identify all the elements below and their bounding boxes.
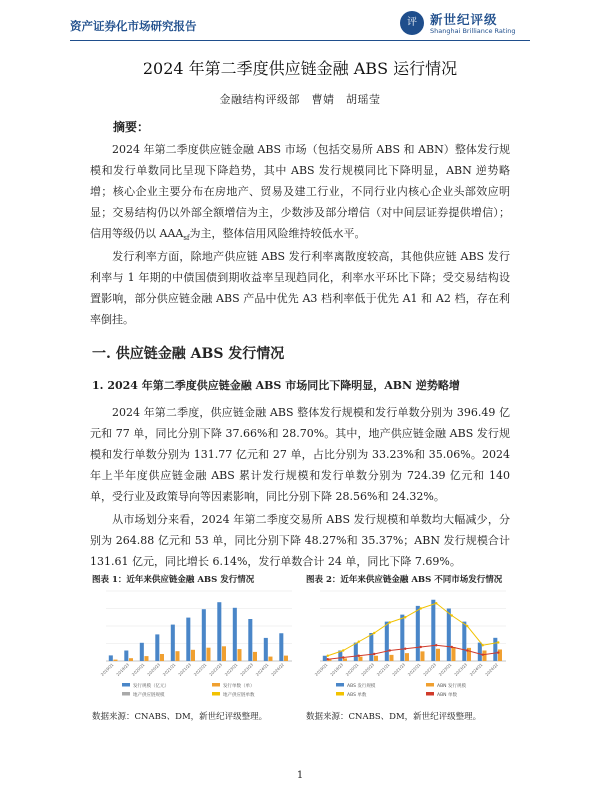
chart-bar — [248, 619, 252, 661]
figure-2-source: 数据来源：CNABS、DM，新世纪评级整理。 — [306, 712, 482, 722]
chart-legend-swatch — [122, 683, 130, 687]
chart-legend-swatch — [336, 683, 344, 687]
abstract-label: 摘要： — [113, 120, 150, 134]
chart-point — [358, 655, 360, 657]
chart-bar — [358, 657, 362, 661]
chart-x-tick-label: 2022Q1 — [192, 662, 208, 677]
chart-x-tick-label: 2023Q1 — [437, 662, 453, 677]
chart-x-tick-label: 2021Q1 — [161, 662, 177, 677]
header-divider — [70, 40, 530, 41]
chart-bar — [447, 609, 451, 662]
chart-bar — [191, 650, 195, 661]
chart-point — [482, 654, 484, 656]
chart-bar — [451, 647, 455, 661]
chart-bar — [436, 649, 440, 661]
chart-bar — [354, 643, 358, 661]
chart-bar — [202, 609, 206, 661]
chart-x-tick-label: 2023Q1 — [223, 662, 239, 677]
abstract-paragraph-1: 2024 年第二季度供应链金融 ABS 市场（包括交易所 ABS 和 ABN）整体发行规模和发行单数同比呈现下降趋势，其中 ABS 发行规模同比下降明显，ABN 逆势略增；核心企业主要分布在房地产、贸易及建工行业，不同行业内核心企业头部效应明显；交易结构仍以外部全额增信为主，少数涉及部分增信（对中间层证券提供增信）；信用等级仍以 $AAA_{sf}$为主，整体信用风险维持较低水平。 — [90, 143, 510, 243]
chart-bar — [420, 651, 424, 661]
chart-legend-swatch — [426, 692, 434, 696]
logo-english-name: Shanghai Brilliance Rating — [430, 27, 516, 35]
chart-point — [389, 621, 391, 623]
chart-x-tick-label: 2023Q3 — [239, 662, 254, 677]
chart-bar — [431, 600, 435, 661]
chart-bar — [374, 656, 378, 661]
chart-bar — [400, 615, 404, 661]
chart-point — [389, 649, 391, 651]
section-heading-1: 一. 供应链金融 ABS 发行情况 — [92, 346, 285, 362]
chart-bar — [171, 625, 175, 661]
figure-1-title: 图表 1：近年来供应链金融 ABS 发行情况 — [92, 575, 255, 585]
report-series-title: 资产证券化市场研究报告 — [70, 19, 197, 33]
chart-bar — [217, 602, 221, 661]
chart-bar — [323, 656, 327, 661]
chart-bar — [129, 658, 133, 661]
chart-legend-label: 发行单数（单） — [223, 684, 255, 689]
chart-x-tick-label: 2019Q3 — [115, 662, 130, 677]
chart-legend-swatch — [212, 683, 220, 687]
chart-x-tick-label: 2019Q3 — [329, 662, 344, 677]
body-paragraph-2: 从市场划分来看，2024 年第二季度交易所 ABS 发行规模和单数均大幅减少，分别为 264.88 亿元和 53 单，同比分别下降 48.27%和 35.37%；ABN 发行规模合计 131.61 亿元，同比增长 6.14%，发行单数合计 24 单，同比下降 7.69%。 — [90, 513, 510, 568]
chart-x-tick-label: 2020Q3 — [360, 662, 375, 677]
chart-point — [466, 649, 468, 651]
chart-bar — [206, 648, 210, 661]
chart-bar — [478, 643, 482, 661]
chart-x-tick-label: 2022Q3 — [208, 662, 223, 677]
chart-bar — [160, 654, 164, 661]
chart-legend-swatch — [212, 692, 220, 696]
chart-bar — [405, 653, 409, 661]
chart-point — [327, 655, 329, 657]
chart-x-tick-label: 2023Q3 — [453, 662, 468, 677]
chart-point — [420, 607, 422, 609]
chart-bar — [186, 618, 190, 661]
page-title: 2024 年第二季度供应链金融 ABS 运行情况 — [142, 59, 458, 78]
chart-x-tick-label: 2020Q1 — [344, 662, 360, 677]
chart-bar — [462, 622, 466, 661]
chart-series-line — [328, 645, 499, 659]
chart-legend-swatch — [426, 683, 434, 687]
chart-point — [420, 646, 422, 648]
chart-bar — [279, 633, 283, 661]
chart-x-tick-label: 2024Q2 — [270, 662, 285, 677]
logo-chinese-name: 新世纪评级 — [430, 12, 498, 27]
chart-x-tick-label: 2020Q1 — [130, 662, 146, 677]
chart-x-tick-label: 2022Q1 — [406, 662, 422, 677]
chart-bar — [343, 658, 347, 661]
chart-point — [358, 641, 360, 643]
chart-x-tick-label: 2021Q3 — [391, 662, 406, 677]
chart-x-tick-label: 2024Q1 — [468, 662, 484, 677]
chart-point — [435, 602, 437, 604]
chart-point — [451, 646, 453, 648]
page-number: 1 — [296, 770, 304, 781]
chart-bar — [124, 651, 128, 662]
chart-bar — [389, 655, 393, 661]
chart-bar — [284, 656, 288, 661]
body-paragraph-1: 2024 年第二季度，供应链金融 ABS 整体发行规模和发行单数分别为 396.49 亿元和 77 单，同比分别下降 37.66%和 28.70%。其中，地产供应链金融 ABS 发行规模和发行单数分别为 131.77 亿元和 27 单，占比分别为 33.23%和 35.06%。2024 年上半年度供应链金融 ABS 累计发行规模和发行单数分别为 724.39 亿元和 140 单，受行业及政策导向等因素影响，同比分别下降 28.56%和 24.32%。 — [90, 406, 510, 503]
chart-point — [342, 656, 344, 658]
chart-bar — [222, 646, 226, 661]
chart-bar — [498, 649, 502, 661]
brand-logo — [400, 8, 535, 44]
chart-x-tick-label: 2021Q1 — [375, 662, 391, 677]
chart-point — [373, 632, 375, 634]
chart-bar — [233, 608, 237, 661]
chart-bar — [109, 655, 113, 661]
chart-point — [327, 658, 329, 660]
chart-legend-label: ABS 发行规模 — [347, 684, 376, 689]
chart-bar — [264, 638, 268, 661]
chart-x-tick-label: 2019Q1 — [99, 662, 115, 677]
abstract-paragraph-2: 发行利率方面，除地产供应链 ABS 发行利率离散度较高，其他供应链 ABS 发行利率与 1 年期的中债国债到期收益率呈现趋同化，利率水平环比下降；受交易结构设置影响，部分供应链金融 ABS 产品中优先 A3 档利率低于优先 A1 和 A2 档，存在利率倒挂。 — [90, 250, 510, 326]
chart-x-tick-label: 2024Q1 — [254, 662, 270, 677]
chart-bar — [493, 638, 497, 661]
chart-legend-label: ABS 单数 — [347, 693, 367, 698]
chart-point — [404, 648, 406, 650]
chart-point — [482, 644, 484, 646]
chart-point — [342, 649, 344, 651]
chart-point — [451, 614, 453, 616]
chart-bar — [175, 651, 179, 661]
chart-point — [373, 653, 375, 655]
chart-legend-swatch — [122, 692, 130, 696]
chart-bar — [385, 622, 389, 661]
chart-bar — [113, 660, 117, 661]
figure-1-chart — [92, 583, 300, 708]
figure-1-source: 数据来源：CNABS、DM，新世纪评级整理。 — [92, 712, 268, 722]
chart-point — [466, 625, 468, 627]
chart-x-tick-label: 2021Q3 — [177, 662, 192, 677]
chart-x-tick-label: 2022Q3 — [422, 662, 437, 677]
chart-legend-label: 地产供应链规模 — [133, 693, 165, 698]
chart-bar — [253, 652, 257, 661]
chart-point — [497, 651, 499, 653]
chart-bar — [155, 634, 159, 661]
chart-bar — [268, 657, 272, 661]
chart-point — [435, 644, 437, 646]
chart-point — [404, 616, 406, 618]
chart-bar — [416, 606, 420, 661]
chart-bar — [369, 633, 373, 661]
chart-x-tick-label: 2019Q1 — [313, 662, 329, 677]
chart-point — [497, 641, 499, 643]
chart-legend-label: 发行规模（亿元） — [133, 684, 169, 689]
subsection-heading-1: 1. 2024 年第二季度供应链金融 ABS 市场同比下降明显，ABN 逆势略增 — [92, 379, 460, 392]
logo-mark-icon: 评 — [400, 11, 424, 35]
chart-x-tick-label: 2024Q2 — [484, 662, 499, 677]
figure-2-title: 图表 2：近年来供应链金融 ABS 不同市场发行情况 — [306, 575, 503, 585]
chart-legend-label: 地产供应链单数 — [223, 693, 255, 698]
chart-legend-label: ABN 单数 — [437, 693, 457, 698]
chart-bar — [140, 643, 144, 661]
chart-bar — [237, 649, 241, 661]
chart-x-tick-label: 2020Q3 — [146, 662, 161, 677]
figure-2-chart — [306, 583, 514, 708]
chart-bar — [144, 656, 148, 661]
chart-legend-label: ABN 发行规模 — [437, 684, 466, 689]
authors: 金融结构评级部 曹婧 胡瑶莹 — [219, 93, 381, 106]
chart-legend-swatch — [336, 692, 344, 696]
